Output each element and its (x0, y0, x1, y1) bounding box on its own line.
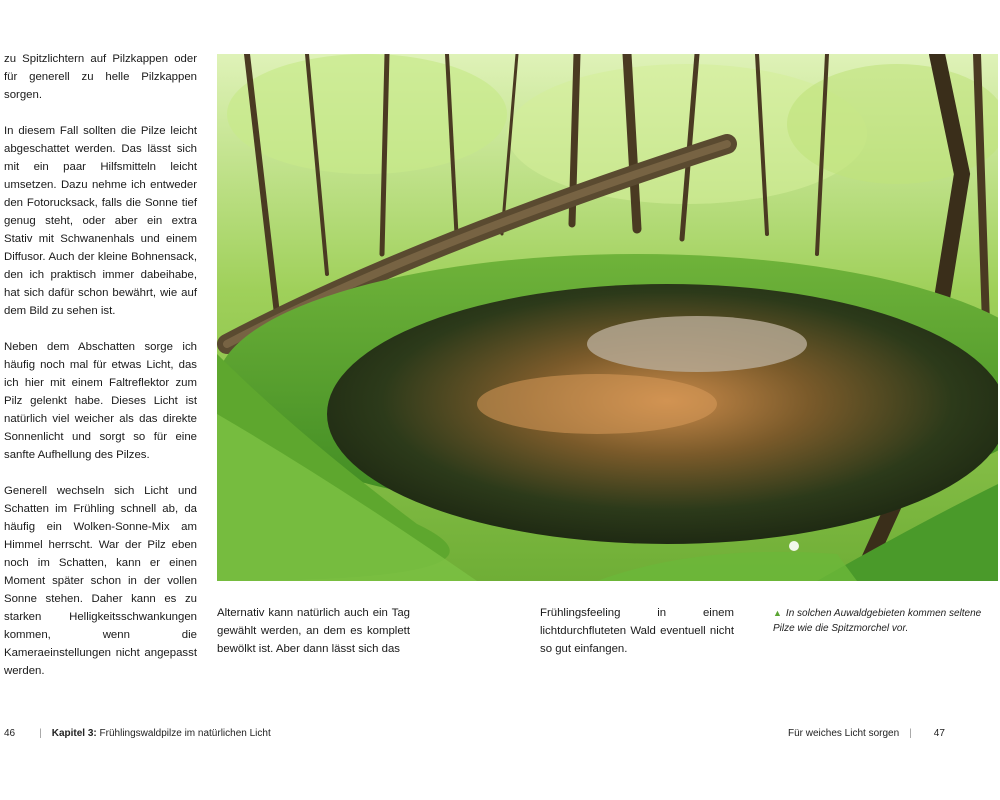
paragraph-3: Neben dem Abschatten sorge ich häufig noch mal für etwas Licht, das ich hier mit einem Faltreflektor zum Pilz gelenkt habe. Dieses Licht ist natürlich viel weicher als das direkte Sonnenlicht und sorgt so für eine sanfte Aufhellung des Pilzes. (4, 341, 197, 461)
chapter-label: Kapitel 3: (51, 728, 97, 739)
photo-caption (773, 606, 988, 636)
footer-divider: | (909, 728, 912, 739)
paragraph-4: Generell wechseln sich Licht und Schatten im Frühling schnell ab, da häufig ein Wolken-Sonne-Mix am Himmel herrscht. War der Pilz eben noch im Schatten, kann er einen Moment später schon in der vollen Sonne stehen. Daher kann es zu starken Helligkeitsschwankungen kommen, wenn die Kameraeinstellungen nicht angepasst werden. (4, 485, 197, 677)
paragraph-2: In diesem Fall sollten die Pilze leicht abgeschattet werden. Das lässt sich mit ein paar Hilfsmitteln leicht umsetzen. Dazu nehme ich entweder den Fotorucksack, falls die Sonne tief genug steht, oder aber ein extra Stativ mit Schwanenhals und einem Diffusor. Auch der kleine Bohnensack, den ich praktisch immer dabeihabe, hat sich dafür schon bewährt, wie auf dem Bild zu sehen ist. (4, 125, 197, 317)
below-photo-column-2 (540, 604, 734, 658)
section-title: Für weiches Licht sorgen (788, 728, 900, 739)
footer-right (788, 728, 945, 739)
below-photo-column-1 (217, 604, 410, 658)
below-paragraph-2: Frühlingsfeeling in einem lichtdurchfluteten Wald eventuell nicht so gut einfangen. (540, 607, 734, 655)
caption-text: In solchen Auwaldgebieten kommen seltene Pilze wie die Spitzmorchel vor. (773, 608, 982, 634)
left-page-number: 46 (4, 728, 16, 739)
forest-pond-photo (217, 54, 998, 581)
forest-pond-illustration (217, 54, 998, 581)
paragraph-1: zu Spitzlichtern auf Pilzkappen oder für generell zu helle Pilzkappen sorgen. (4, 53, 197, 101)
left-text-column (4, 50, 197, 698)
caption-triangle-icon: ▲ (773, 608, 782, 618)
chapter-title: Frühlingswaldpilze im natürlichen Licht (99, 728, 271, 739)
footer-divider: | (39, 728, 42, 739)
below-paragraph-1: Alternativ kann natürlich auch ein Tag gewählt werden, an dem es komplett bewölkt ist. Aber dann lässt sich das (217, 607, 410, 655)
footer-left (4, 728, 271, 739)
right-page-number: 47 (933, 728, 945, 739)
